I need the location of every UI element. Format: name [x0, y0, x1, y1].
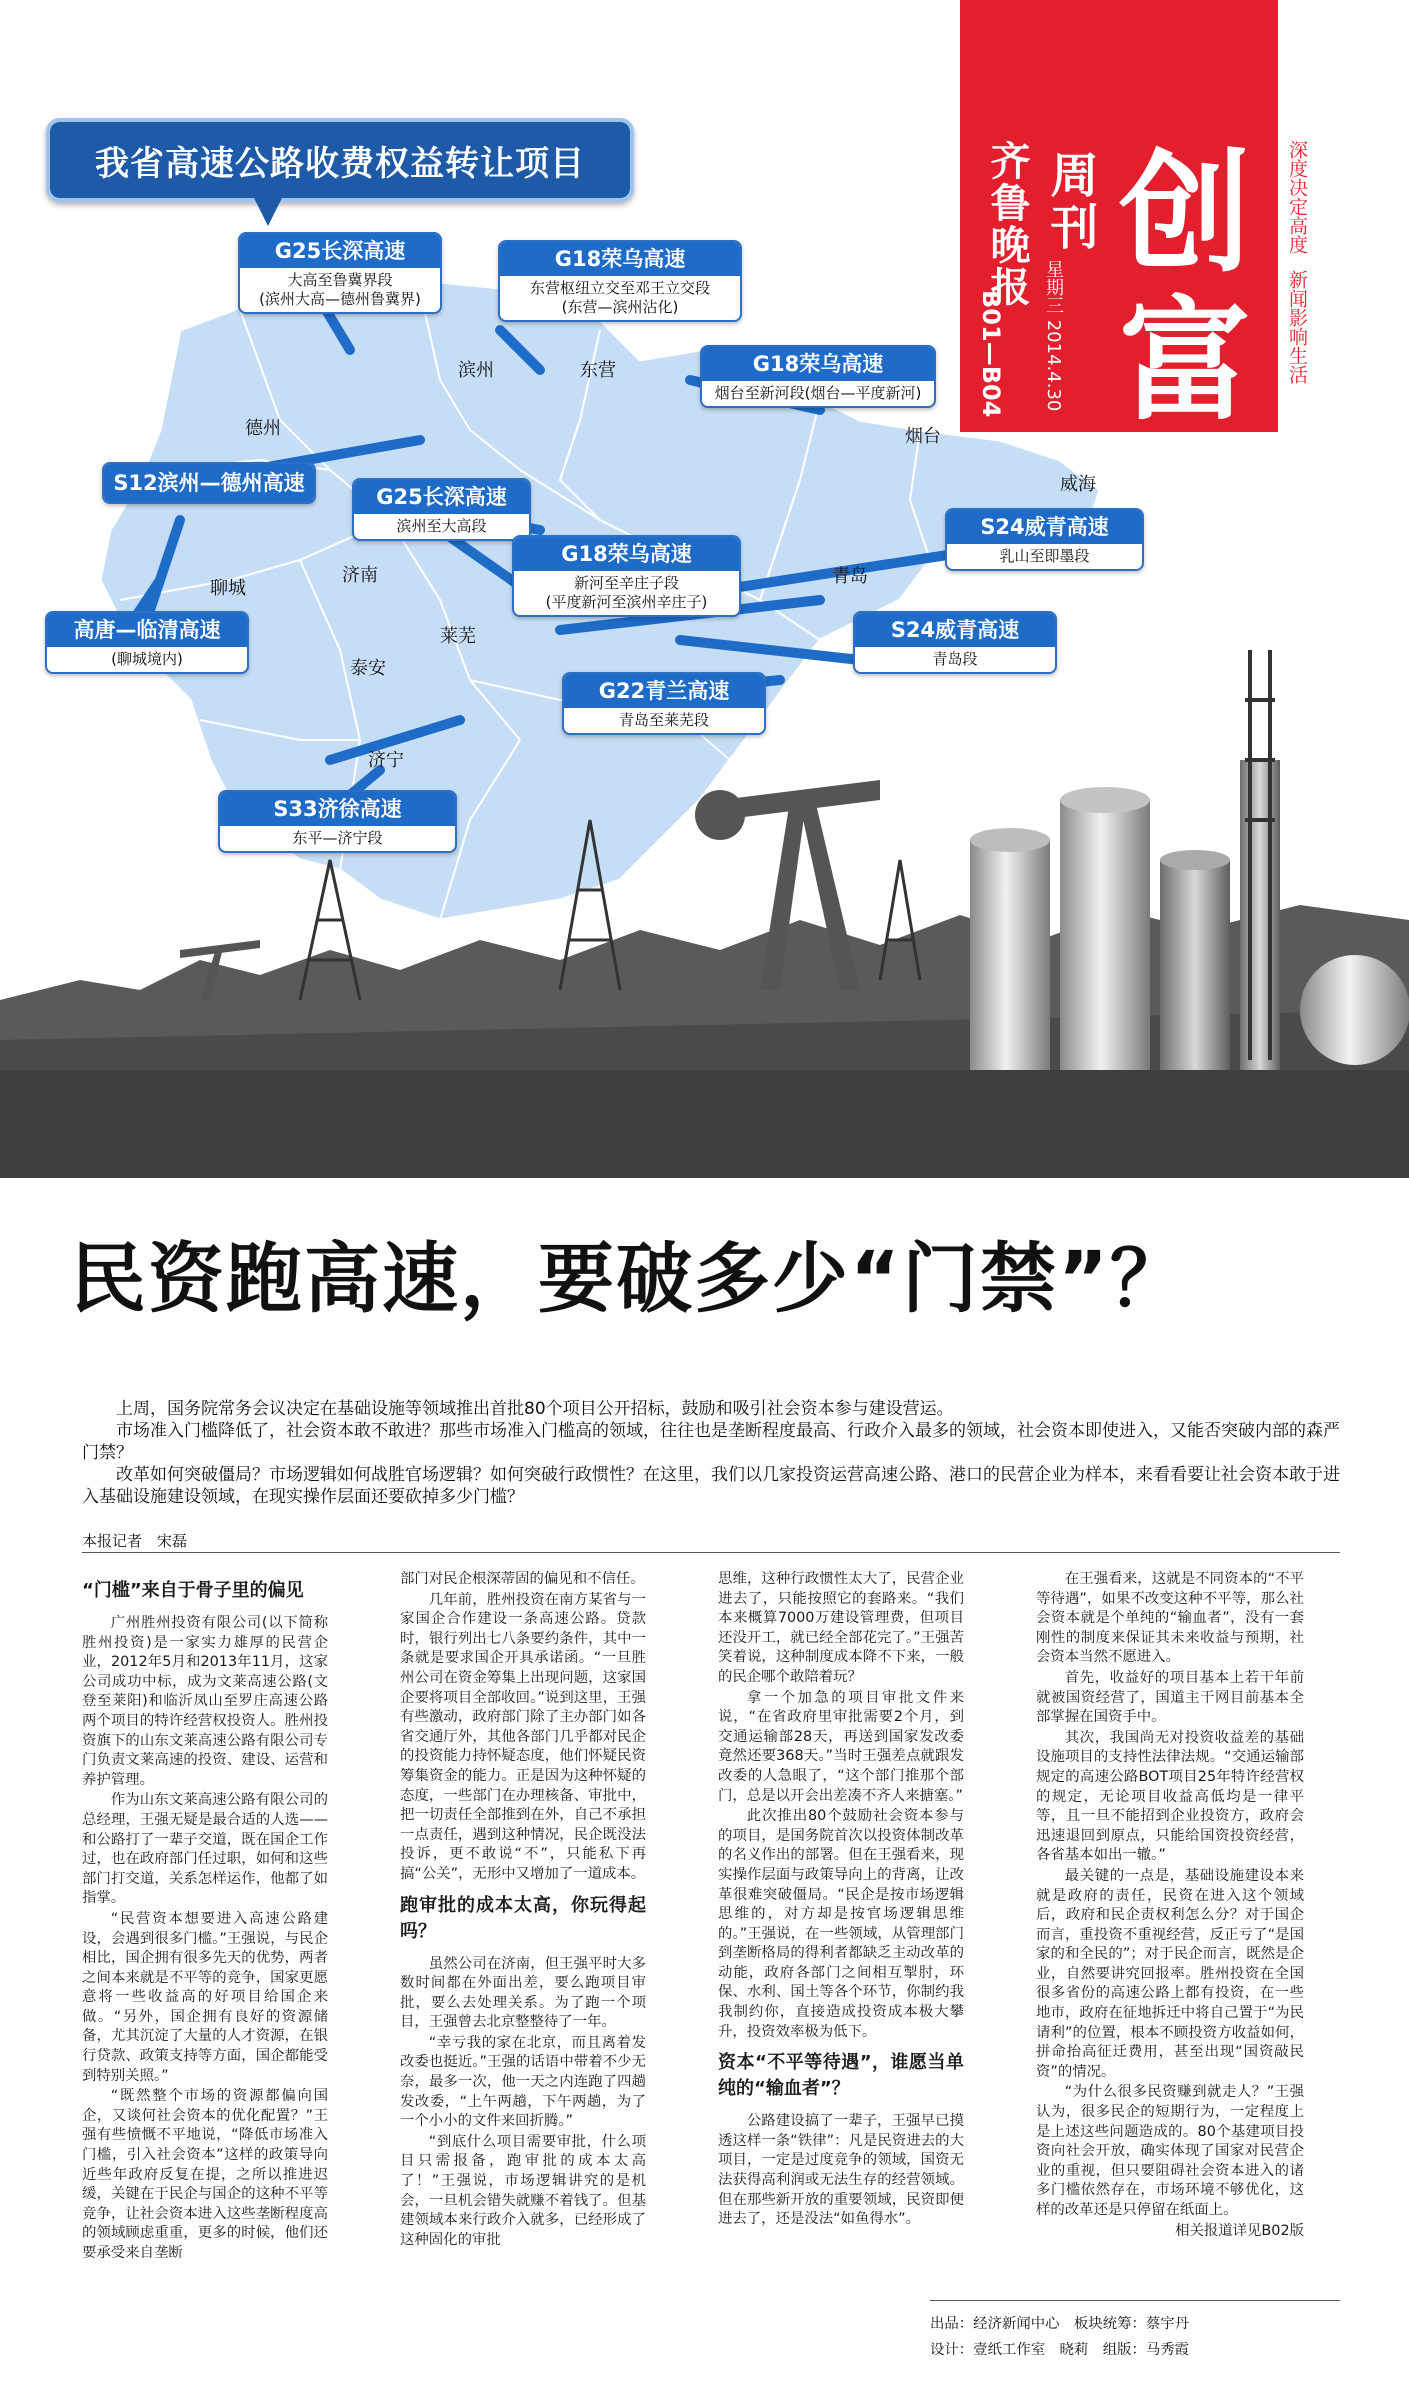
body-paragraph: “民营资本想要进入高速公路建设，会遇到很多门槛。”王强说，与民企相比，国企拥有很多先天的优势，两者之间本来就是不平等的竞争，国家更愿意将一些收益高的好项目给国企来做。“另外，国企拥有良好的资源储备，尤其沉淀了大量的人才资源，在银行贷款、政策支持等方面，国企都能受到特别关照。” [82, 1910, 328, 2084]
route-box-g25-dagao [238, 232, 442, 314]
credits-line-1: 出品：经济新闻中心 板块统筹：蔡宇丹 [930, 2316, 1190, 2332]
route-box-s33 [218, 790, 457, 853]
city-label: 滨州 [458, 360, 494, 381]
route-name: G25长深高速 [240, 234, 440, 268]
route-segment: 东平—济宁段 [292, 829, 383, 847]
article-column-3 [718, 1570, 964, 2231]
issue-date [1040, 260, 1066, 411]
city-label: 威海 [1060, 474, 1096, 495]
route-box-g18-yantai [700, 345, 936, 408]
route-segment: 滨州至大高段 [396, 517, 487, 535]
body-paragraph: 作为山东文莱高速公路有限公司的总经理，王强无疑是最合适的人选——和公路打了一辈子交道，既在国企工作过，也在政府部门任过职，如何和这些部门打交道，关系怎样运作，他都了如指掌。 [82, 1792, 328, 1907]
route-name: G18荣乌高速 [514, 537, 739, 571]
body-paragraph: “为什么很多民资赚到就走人？”王强认为，很多民企的短期行为，一定程度上是上述这些问题造成的。80个基建项目投资向社会开放，确实体现了国家对民营企业的重视，但只要阻碍社会资本进入的诸多门槛依然存在，市场环境不够优化，这样的改革还是只停留在纸面上。 [1036, 2084, 1304, 2218]
route-segment: 大高至鲁冀界段 [287, 271, 393, 289]
route-name: G18荣乌高速 [702, 347, 934, 381]
route-name: S24威青高速 [855, 613, 1055, 647]
divider [82, 1552, 1340, 1553]
slogan-1: 深度决定高度 [1286, 140, 1308, 254]
body-paragraph: 部门对民企根深蒂固的偏见和不信任。 [400, 1571, 645, 1587]
route-name: S12滨州—德州高速 [104, 464, 314, 502]
section-heading: 资本“不平等待遇”，谁愿当单纯的“输血者”？ [718, 2052, 964, 2100]
city-label: 莱芜 [440, 626, 476, 647]
section-heading: 跑审批的成本太高，你玩得起吗？ [400, 1894, 646, 1942]
article-column-4 [1036, 1570, 1304, 2241]
route-name: S24威青高速 [947, 510, 1142, 544]
route-segment: (滨州大高—德州鲁冀界) [259, 290, 421, 308]
paper-name: 齐鲁晚报 [984, 140, 1031, 308]
body-paragraph: 拿一个加急的项目审批文件来说，“在省政府里审批需要2个月，到交通运输部28天，再送到国家发改委竟然还要368天。”当时王强差点就跟发改委的人急眼了，“这个部门推那个部门，总是以开会出差凑不齐人来搪塞。” [718, 1689, 964, 1804]
route-box-s24-qingdao [853, 611, 1057, 674]
weekday: 星期三 [1043, 260, 1064, 314]
route-segment: (东营—滨州沾化) [561, 298, 679, 316]
city-label: 济南 [342, 565, 378, 586]
section-code: B01—B04 [977, 290, 1005, 418]
slogan [1284, 140, 1310, 460]
route-name: G25长深高速 [354, 480, 529, 514]
body-paragraph: 虽然公司在济南，但王强平时大多数时间都在外面出差，要么跑项目审批，要么去处理关系。为了跑一个项目，王强曾去北京整整待了一年。 [400, 1955, 646, 2031]
body-paragraph: 在王强看来，这就是不同资本的“不平等待遇”，如果不改变这种不平等，那么社会资本就是个单纯的“输血者”，没有一套刚性的制度来保证其未来收益与预期，社会资本当然不愿进入。 [1036, 1571, 1304, 1666]
body-paragraph: “到底什么项目需要审批，什么项目只需报备，跑审批的成本太高了！”王强说，市场逻辑讲究的是机会，一旦机会错失就赚不着钱了。但基建领域本来行政介入就多，已经形成了这种固化的审批 [400, 2133, 646, 2248]
slogan-2: 新闻影响生活 [1286, 270, 1308, 385]
city-label: 德州 [245, 418, 281, 439]
article-intro [82, 1398, 1340, 1508]
route-box-g18-xinhe [512, 535, 741, 617]
city-label: 泰安 [350, 658, 386, 679]
intro-paragraph: 改革如何突破僵局？市场逻辑如何战胜官场逻辑？如何突破行政惯性？在这里，我们以几家投资运营高速公路、港口的民营企业为样本，来看看要让社会资本敢于进入基础设施建设领域，在现实操作层面还要砍掉多少门槛？ [82, 1465, 1340, 1507]
map-title: 我省高速公路收费权益转让项目 [46, 118, 634, 202]
body-paragraph: 公路建设搞了一辈子，王强早已摸透这样一条“铁律”：凡是民资进去的大项目，一定是过度竞争的领域，国资无法获得高利润或无法生存的经营领域。但在那些新开放的重要领域，民资即便进去了，还是没法“如鱼得水”。 [718, 2113, 964, 2228]
route-segment: (平度新河至滨州辛庄子) [545, 593, 708, 611]
route-segment: 新河至辛庄子段 [573, 574, 679, 592]
intro-paragraph: 市场准入门槛降低了，社会资本敢不敢进？那些市场准入门槛高的领域，往往也是垄断程度最高、行政介入最多的领域，社会资本即使进入，又能否突破内部的森严门禁？ [82, 1421, 1340, 1463]
body-paragraph: 此次推出80个鼓励社会资本参与的项目，是国务院首次以投资体制改革的名义作出的部署。但在王强看来，现实操作层面与政策导向上的背离，让改革很难突破僵局。“民企是按市场逻辑思维的，对方却是按官场逻辑思维的。”王强说，在一些领域，从管理部门到垄断格局的得利者都缺乏主动改革的动能，政府各部门之间相互掣肘，环保、水利、国土等各个环节，你制约我我制约你，直接造成投资成本极大攀升，投资效率极为低下。 [718, 1808, 964, 2040]
credits-divider [930, 2300, 1340, 2301]
body-paragraph: 其次，我国尚无对投资收益差的基础设施项目的支持性法律法规。“交通运输部规定的高速公路BOT项目25年特许经营权的规定，无论项目收益高低均是一律平等，且一旦不能招到企业投资方，政府会迅速退回到原点，只能给国资投资经营，各省基本如出一辙。” [1036, 1729, 1304, 1864]
city-label: 聊城 [210, 578, 246, 599]
route-name: S33济徐高速 [220, 792, 455, 826]
route-box-g25-binzhou [352, 478, 531, 541]
city-label: 济宁 [368, 750, 404, 771]
city-label: 东营 [580, 360, 616, 381]
body-paragraph: 首先，收益好的项目基本上若干年前就被国资经营了，国道主干网目前基本全部掌握在国资手中。 [1036, 1669, 1304, 1726]
body-paragraph: “既然整个市场的资源都偏向国企，又谈何社会资本的优化配置？”王强有些愤慨不平地说，“降低市场准入门槛，引入社会资本”这样的政策导向近些年政府反复在提，之所以推进迟缓，关键在于民企与国企的这种不平等竞争，让社会资本进入这些垄断程度高的领域顾虑重重，更多的时候，他们还要承受来自垄断 [82, 2088, 328, 2261]
route-segment: 青岛至莱芜段 [618, 711, 709, 729]
route-box-gaotang [45, 611, 249, 674]
weekly-label: 周刊 [1042, 150, 1098, 254]
credits-line-2: 设计：壹纸工作室 晓莉 组版：马秀霞 [930, 2342, 1190, 2358]
body-paragraph: 广州胜州投资有限公司(以下简称胜州投资)是一家实力雄厚的民营企业，2012年5月和2013年11月，这家公司成功中标，成为文莱高速公路(文登至莱阳)和临沂凤山至罗庄高速公路两个项目的特许经营权投资人。胜州投资旗下的山东文莱高速公路有限公司专门负责文莱高速的投资、建设、运营和养护管理。 [82, 1615, 328, 1788]
city-label: 烟台 [905, 426, 941, 447]
article-headline: 民资跑高速，要破多少“门禁”？ [70, 1234, 1188, 1323]
byline: 本报记者 宋磊 [82, 1532, 188, 1550]
article-column-1 [82, 1570, 328, 2265]
article-column-2 [400, 1570, 646, 2251]
route-box-s12 [102, 462, 316, 504]
body-paragraph: 几年前，胜州投资在南方某省与一家国企合作建设一条高速公路。贷款时，银行列出七八条要约条件，其中一条就是要求国企开具承诺函。“一旦胜州公司在资金筹集上出现问题，这家国企要将项目全部收回。”说到这里，王强有些激动，政府部门除了主办部门如各省交通厅外，其他各部门几乎都对民企的投资能力持怀疑态度，他们怀疑民资筹集资金的能力。正是因为这种怀疑的态度，一些部门在办理核备、审批中，把一切责任全部推到在外，自己不承担一点责任，遇到这种情况，民企既没法投诉，更不敢说“不”，只能私下再搞“公关”，无形中又增加了一道成本。 [400, 1591, 646, 1882]
body-paragraph: 思维，这种行政惯性太大了，民营企业进去了，只能按照它的套路来。“我们本来概算7000万建设管理费，但项目还没开工，就已经全部花完了。”王强苦笑着说，这种制度成本降不下来，一般的民企哪个敢陪着玩？ [718, 1571, 964, 1685]
route-segment: 青岛段 [932, 650, 978, 668]
map-title-tail [250, 190, 286, 226]
route-segment: 乳山至即墨段 [999, 547, 1090, 565]
route-segment: 东营枢纽立交至邓王立交段 [529, 279, 710, 297]
route-box-s24-rushan [945, 508, 1144, 571]
route-name: 高唐—临清高速 [47, 613, 247, 647]
intro-paragraph: 上周，国务院常务会议决定在基础设施等领域推出首批80个项目公开招标，鼓励和吸引社会资本参与建设营运。 [116, 1399, 954, 1419]
body-paragraph: 最关键的一点是，基础设施建设本来就是政府的责任，民资在进入这个领域后，政府和民企责权利怎么分？对于国企而言，重投资不重视经营，反正亏了“是国家的和全民的”；对于民企而言，既然是企业，自然要讲究回报率。胜州投资在全国很多省份的高速公路上都有投资，在一些地市，政府在征地拆迁中将自己置于“为民请利”的位置，根本不顾投资方收益如何，拼命抬高征迁费用，甚至出现“国资敲民资”的情况。 [1036, 1867, 1304, 2080]
route-segment: 烟台至新河段(烟台—平度新河) [714, 384, 922, 402]
see-also-note: 相关报道详见B02版 [1175, 2222, 1304, 2239]
section-heading: “门槛”来自于骨子里的偏见 [82, 1580, 304, 1601]
route-name: G22青兰高速 [564, 674, 764, 708]
date: 2014.4.30 [1043, 319, 1064, 412]
body-paragraph: “幸亏我的家在北京，而且离着发改委也挺近。”王强的话语中带着不少无奈，最多一次，他一天之内连跑了四趟发改委，“上午两趟，下午两趟，为了一个小小的文件来回折腾。” [400, 2034, 646, 2130]
section-title: 创富 [1119, 137, 1251, 439]
city-label: 青岛 [832, 566, 868, 587]
route-box-g22 [562, 672, 766, 735]
route-segment: (聊城境内) [111, 650, 183, 668]
route-box-g18-dongying [498, 240, 742, 322]
route-name: G18荣乌高速 [500, 242, 740, 276]
